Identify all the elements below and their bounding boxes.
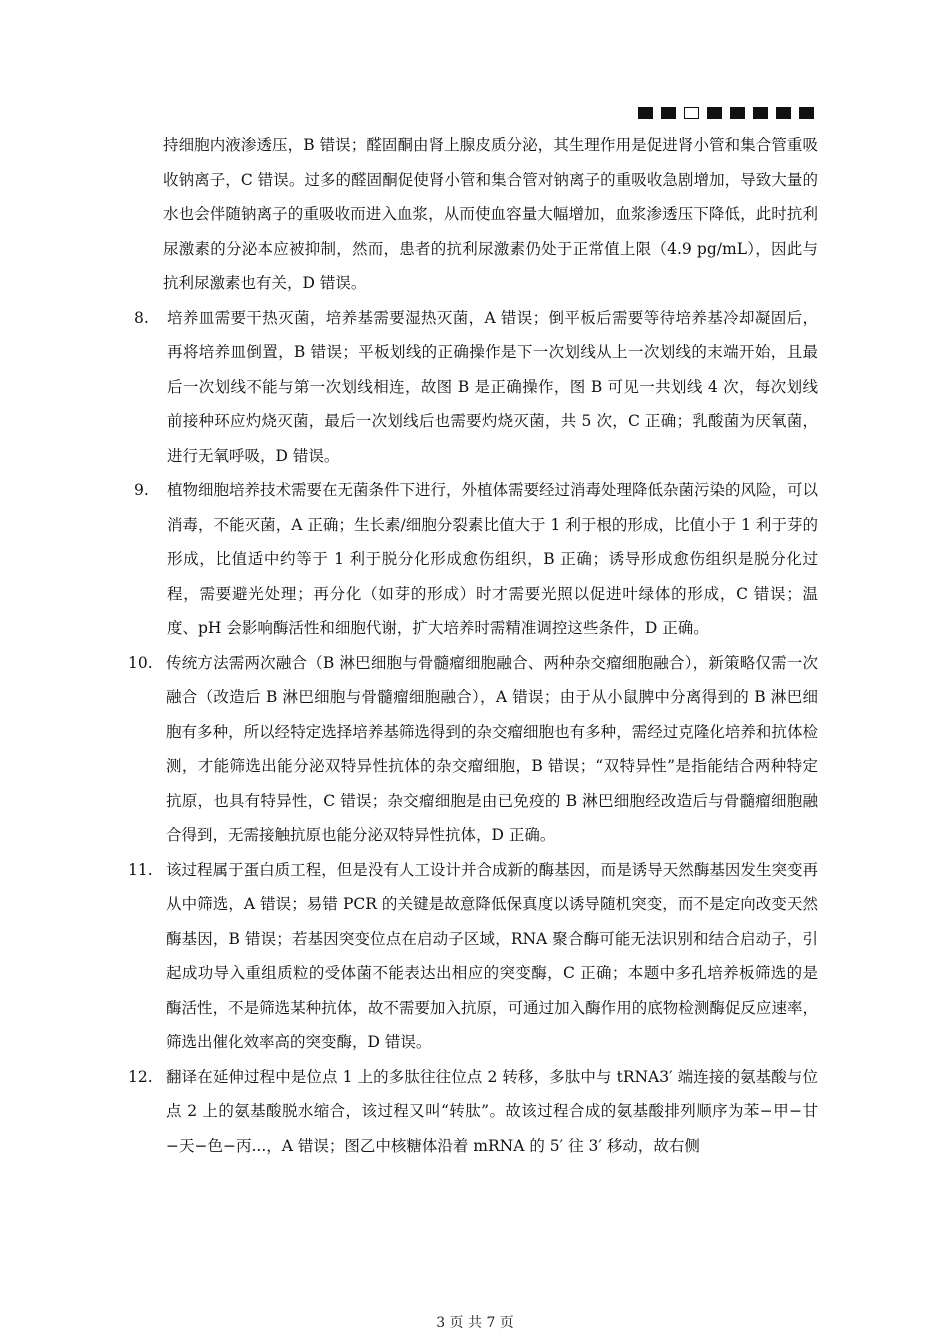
header-mark-filled (799, 107, 814, 119)
item-number: 8. (134, 308, 149, 327)
item-number: 10. (128, 653, 153, 672)
answer-body (128, 128, 818, 1163)
header-mark-filled (776, 107, 791, 119)
page-footer: 3 页 共 7 页 (436, 1315, 514, 1331)
item-number: 12. (128, 1067, 153, 1086)
header-mark-filled (707, 107, 722, 119)
item-text: 传统方法需两次融合（B 淋巴细胞与骨髓瘤细胞融合、两种杂交瘤细胞融合），新策略仅需一次融合（改造后 B 淋巴细胞与骨髓瘤细胞融合），A 错误；由于从小鼠脾中分离得到的 B 淋巴细胞有多种，所以经特定选择培养基筛选得到的杂交瘤细胞也有多种，需经过克隆化培养和抗体检测，才能筛选出能分泌双特异性抗体的杂交瘤细胞，B 错误；“双特异性”是指能结合两种特定抗原，也具有特异性，C 错误；杂交瘤细胞是由已免疫的 B 淋巴细胞经改造后与骨髓瘤细胞融合得到，无需接触抗原也能分泌双特异性抗体，D 正确。 (166, 653, 818, 844)
item-number: 11. (128, 860, 153, 879)
item-text: 植物细胞培养技术需要在无菌条件下进行，外植体需要经过消毒处理降低杂菌污染的风险，可以消毒，不能灭菌，A 正确；生长素/细胞分裂素比值大于 1 利于根的形成，比值小于 1 利于芽的形成，比值适中约等于 1 利于脱分化形成愈伤组织，B 正确；诱导形成愈伤组织是脱分化过程，需要避光处理；再分化（如芽的形成）时才需要光照以促进叶绿体的形成，C 错误；温度、pH 会影响酶活性和细胞代谢，扩大培养时需精准调控这些条件，D 正确。 (167, 481, 819, 637)
item-number: 9. (134, 481, 149, 499)
answer-item-10 (128, 646, 818, 853)
answer-7-continuation: 持细胞内液渗透压，B 错误；醛固酮由肾上腺皮质分泌，其生理作用是促进肾小管和集合管重吸收钠离子，C 错误。过多的醛固酮促使肾小管和集合管对钠离子的重吸收急剧增加，导致大量的水也会伴随钠离子的重吸收而进入血浆，从而使血容量大幅增加，血浆渗透压下降低，此时抗利尿激素的分泌本应被抑制，然而，患者的抗利尿激素仍处于正常值上限（4.9 pg/mL），因此与抗利尿激素也有关，D 错误。 (163, 136, 818, 292)
item-text: 翻译在延伸过程中是位点 1 上的多肽往往位点 2 转移，多肽中与 tRNA3′ 端连接的氨基酸与位点 2 上的氨基酸脱水缩合，该过程又叫“转肽”。故该过程合成的氨基酸排列顺序为苯−甲−甘−天−色−丙...，A 错误；图乙中核糖体沿着 mRNA 的 5′ 往 3′ 移动，故右侧 (166, 1067, 818, 1155)
header-mark-hollow (684, 107, 699, 119)
header-marks (638, 107, 814, 119)
answer-item-8 (128, 301, 818, 474)
item-text: 培养皿需要干热灭菌，培养基需要湿热灭菌，A 错误；倒平板后需要等待培养基冷却凝固后，再将培养皿倒置，B 错误；平板划线的正确操作是下一次划线从上一次划线的末端开始，且最后一次划线不能与第一次划线相连，故图 B 是正确操作，图 B 可见一共划线 4 次，每次划线前接种环应灼烧灭菌，最后一次划线后也需要灼烧灭菌，共 5 次，C 正确；乳酸菌为厌氧菌，进行无氧呼吸，D 错误。 (167, 308, 818, 465)
header-mark-filled (730, 107, 745, 119)
header-mark-filled (638, 107, 653, 119)
answer-item-11 (128, 853, 818, 1060)
header-mark-filled (661, 107, 676, 119)
answer-item-12 (128, 1060, 818, 1164)
answer-item-9 (128, 473, 818, 646)
header-mark-filled (753, 107, 768, 119)
item-text: 该过程属于蛋白质工程，但是没有人工设计并合成新的酶基因，而是诱导天然酶基因发生突变再从中筛选，A 错误；易错 PCR 的关键是故意降低保真度以诱导随机突变，而不是定向改变天然酶基因，B 错误；若基因突变位点在启动子区域，RNA 聚合酶可能无法识别和结合启动子，引起成功导入重组质粒的受体菌不能表达出相应的突变酶，C 正确；本题中多孔培养板筛选的是酶活性，不是筛选某种抗体，故不需要加入抗原，可通过加入酶作用的底物检测酶促反应速率，筛选出催化效率高的突变酶，D 错误。 (166, 860, 818, 1051)
